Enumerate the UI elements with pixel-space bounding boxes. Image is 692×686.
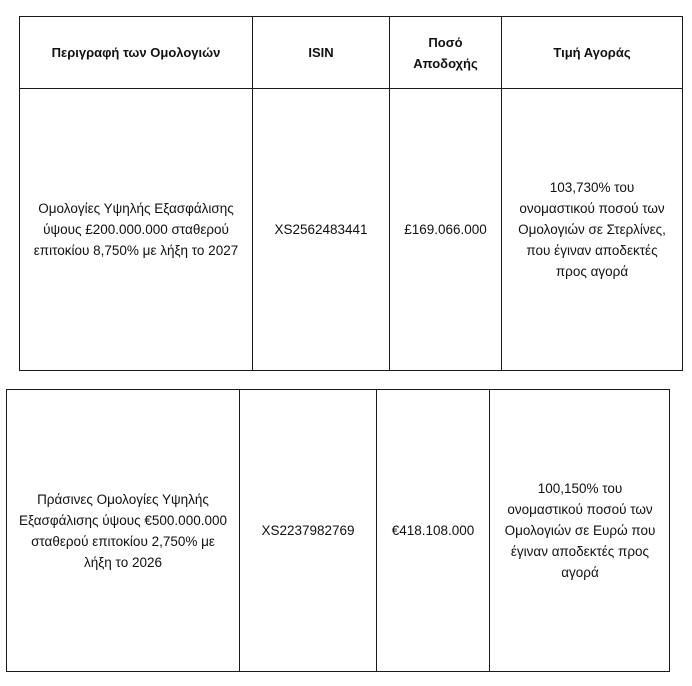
cell-isin <box>240 390 377 672</box>
cell-purchase-price <box>502 89 683 371</box>
header-isin-label: ISIN <box>308 45 334 60</box>
header-purchase-price <box>502 17 683 89</box>
bond-isin: XS2237982769 <box>261 523 355 538</box>
cell-description <box>20 89 253 371</box>
bond-description: Ομολογίες Υψηλής Εξασφάλισης ύψους £200.000.000 σταθερού επιτοκίου 8,750% με λήξη το 2027 <box>33 201 239 258</box>
cell-amount-accepted <box>390 89 502 371</box>
bond-amount-accepted: £169.066.000 <box>404 222 487 237</box>
cell-purchase-price <box>490 390 670 672</box>
header-amount-accepted <box>390 17 502 89</box>
header-isin <box>253 17 390 89</box>
bond-table-sterling <box>19 16 683 371</box>
bond-description: Πράσινες Ομολογίες Υψηλής Εξασφάλισης ύψους €500.000.000 σταθερού επιτοκίου 2,750% με λήξη το 2026 <box>19 491 227 570</box>
table-header-row <box>20 17 683 89</box>
bond-table-euro <box>6 389 670 672</box>
cell-description <box>7 390 240 672</box>
cell-isin <box>253 89 390 371</box>
bond-purchase-price: 103,730% του ονομαστικού ποσού των Ομολογιών σε Στερλίνες, που έγιναν αποδεκτές προς αγορά <box>518 180 666 279</box>
header-description-label: Περιγραφή των Ομολογιών <box>51 45 221 60</box>
table-row <box>20 89 683 371</box>
bond-isin: XS2562483441 <box>274 222 368 237</box>
header-description <box>20 17 253 89</box>
header-amount-accepted-label: Ποσό Αποδοχής <box>413 34 478 71</box>
bond-purchase-price: 100,150% του ονομαστικού ποσού των Ομολογιών σε Ευρώ που έγιναν αποδεκτές προς αγορά <box>504 481 656 580</box>
cell-amount-accepted <box>377 390 490 672</box>
table-row <box>7 390 670 672</box>
header-purchase-price-label: Τιμή Αγοράς <box>553 45 631 60</box>
bond-amount-accepted: €418.108.000 <box>391 523 475 538</box>
